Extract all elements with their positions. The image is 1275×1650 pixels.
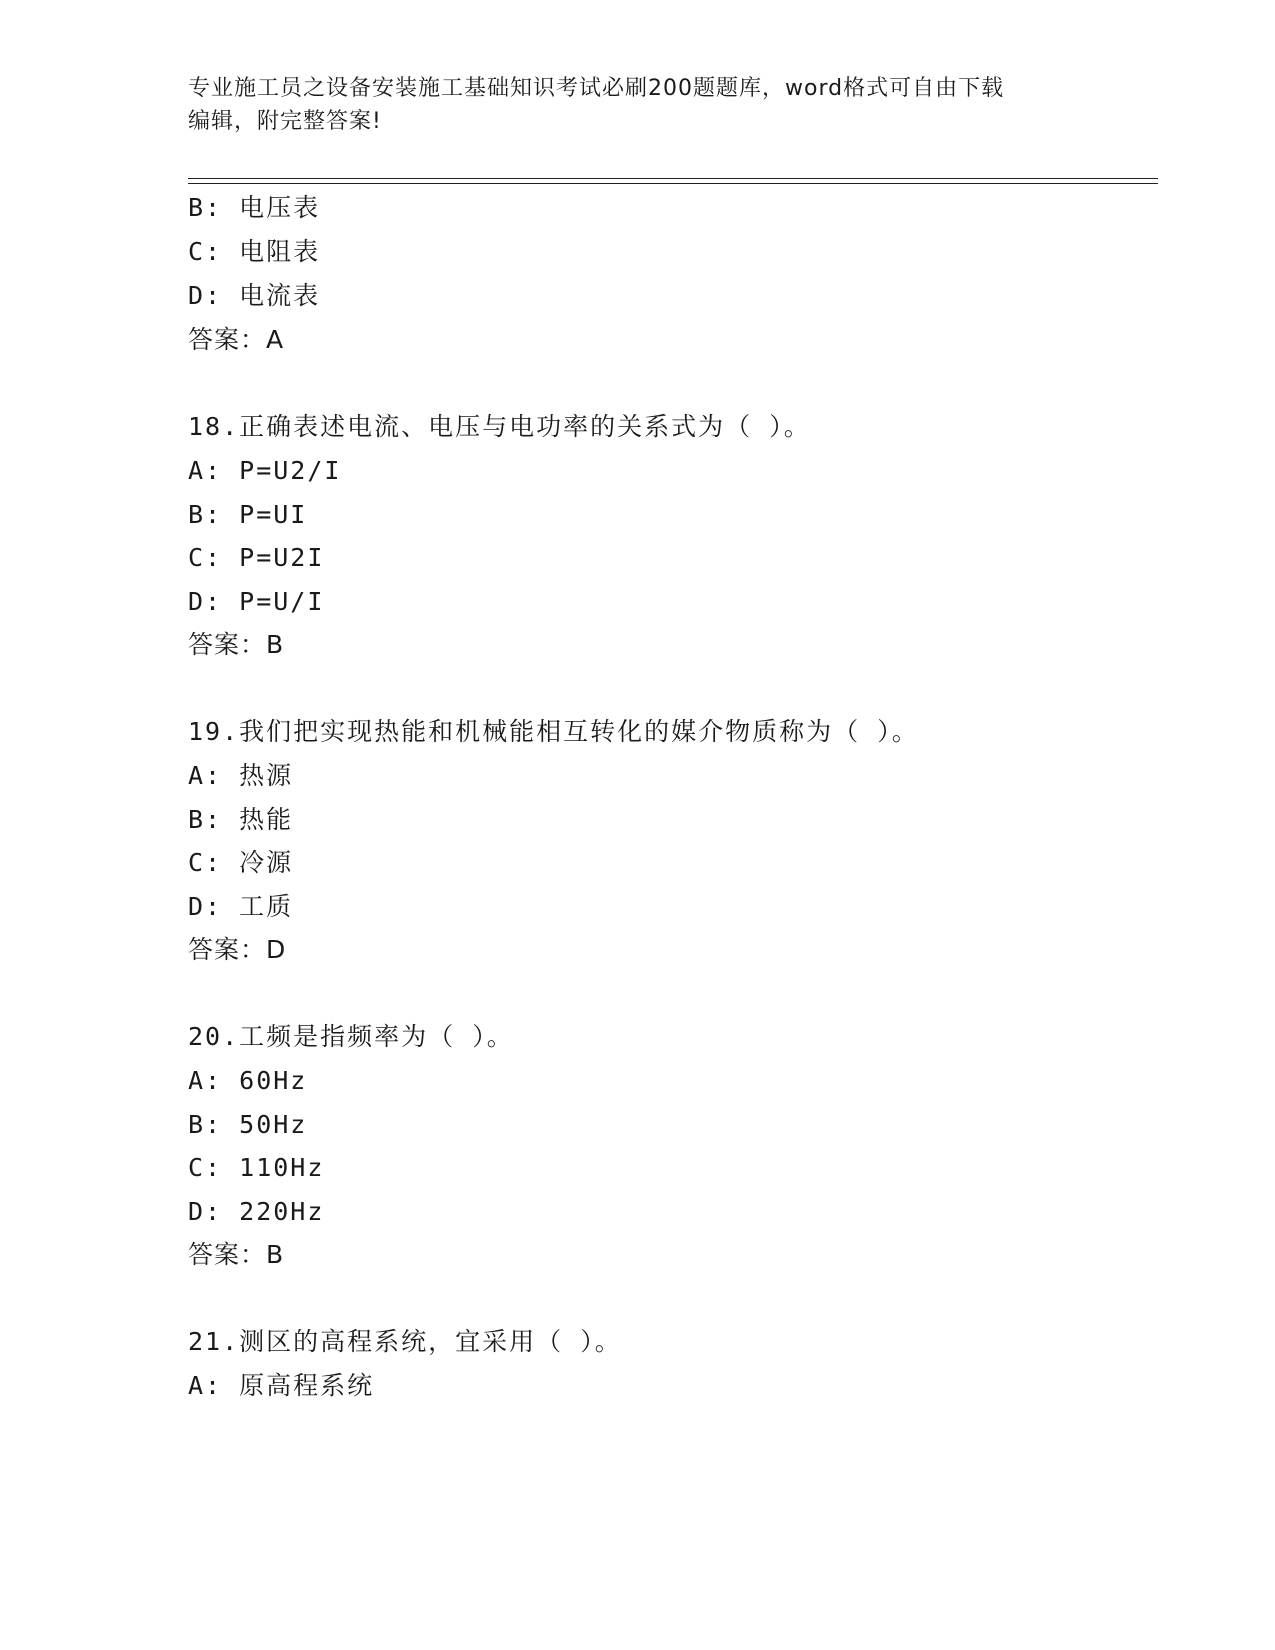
option-line: D: 电流表	[188, 281, 321, 310]
question-stem: 20.工频是指频率为（ ）。	[188, 1022, 514, 1051]
answer-line: 答案：B	[188, 1240, 285, 1269]
option-line: C: 110Hz	[188, 1153, 325, 1182]
option-line: D: 220Hz	[188, 1197, 325, 1226]
option-line: A: 热源	[188, 761, 294, 790]
option-line: A: P=U2/I	[188, 456, 342, 485]
answer-line: 答案：A	[188, 325, 285, 354]
question-stem: 21.测区的高程系统，宜采用（ ）。	[188, 1327, 622, 1356]
option-line: B: 电压表	[188, 193, 321, 222]
header-rule-top	[188, 178, 1158, 179]
question-stem: 19.我们把实现热能和机械能相互转化的媒介物质称为（ ）。	[188, 717, 919, 746]
option-line: B: P=UI	[188, 500, 308, 529]
option-line: C: 电阻表	[188, 237, 321, 266]
document-header	[188, 72, 1088, 138]
answer-line: 答案：D	[188, 935, 287, 964]
option-line: A: 原高程系统	[188, 1371, 375, 1400]
header-title-line-2: 编辑，附完整答案!	[188, 109, 382, 134]
option-line: C: 冷源	[188, 848, 294, 877]
answer-line: 答案：B	[188, 630, 285, 659]
header-title-line-1: 专业施工员之设备安装施工基础知识考试必刷200题题库，word格式可自由下载	[188, 76, 1005, 101]
option-line: A: 60Hz	[188, 1066, 308, 1095]
option-line: B: 热能	[188, 805, 294, 834]
option-line: D: P=U/I	[188, 587, 325, 616]
option-line: C: P=U2I	[188, 543, 325, 572]
option-line: D: 工质	[188, 892, 294, 921]
option-line: B: 50Hz	[188, 1110, 308, 1139]
header-rule-bottom	[188, 183, 1158, 184]
question-stem: 18.正确表述电流、电压与电功率的关系式为（ ）。	[188, 412, 811, 441]
